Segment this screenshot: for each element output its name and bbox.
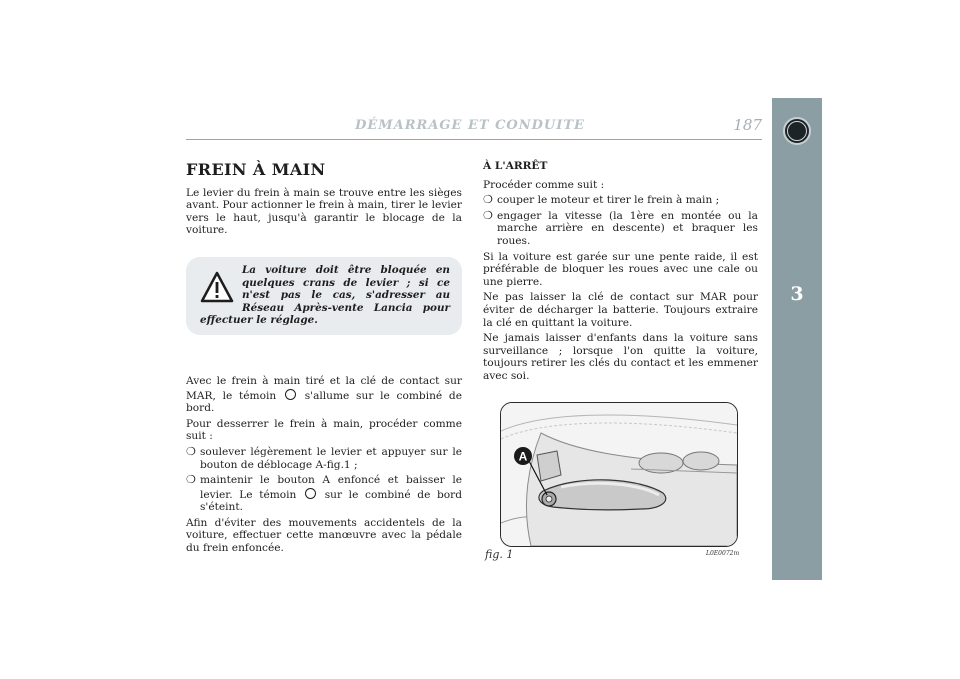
lancia-logo-icon <box>783 117 811 145</box>
list-item <box>483 210 758 248</box>
warning-text: La voiture doit être bloquée en quelques crans de levier ; si ce n'est pas le cas, s'adresser au Réseau Après-vente Lancia pour effectuer le réglage. <box>200 263 450 327</box>
list-item-text: couper le moteur et tirer le frein à main ; <box>497 194 720 207</box>
list-item <box>186 474 462 514</box>
paragraph-telltale-on-end: s'allume sur le combiné de bord. <box>186 389 462 415</box>
header-title: DÉMARRAGE ET CONDUITE <box>355 118 585 133</box>
paragraph-telltale-on <box>186 375 462 415</box>
list-item <box>483 194 758 207</box>
chapter-side-tab <box>772 98 822 580</box>
handbrake-illustration <box>501 403 737 546</box>
bullet-mark: ❍ <box>186 444 196 458</box>
list-item-text: soulever légèrement le levier et appuyer sur le bouton de déblocage A-fig.1 ; <box>200 445 462 471</box>
battery-paragraph: Ne pas laisser la clé de contact sur MAR pour éviter de décharger la batterie. Toujours extraire la clé en quittant la voiture. <box>483 291 758 329</box>
list-item-text <box>200 474 462 514</box>
page-number: 187 <box>733 116 762 134</box>
section-title: FREIN À MAIN <box>186 160 326 179</box>
bullet-mark: ❍ <box>186 473 196 487</box>
list-item <box>186 446 462 471</box>
left-column <box>186 160 462 558</box>
procedure-intro: Procéder comme suit : <box>483 178 605 191</box>
bullet-mark: ❍ <box>483 193 493 207</box>
paragraph-telltale-on-start: Avec le frein à main tiré et la clé de contact sur MAR, le témoin <box>186 374 462 402</box>
children-paragraph: Ne jamais laisser d'enfants dans la voiture sans surveillance ; lorsque l'on quitte la voiture, toujours retirer les clés du contact et les emmener avec soi. <box>483 332 758 382</box>
release-intro: Pour desserrer le frein à main, procéder comme suit : <box>186 417 462 443</box>
bullet-mark: ❍ <box>483 208 493 222</box>
figure-marker-label: A <box>518 449 528 464</box>
warning-triangle-icon <box>200 270 234 304</box>
chapter-number: 3 <box>790 283 804 305</box>
list-item-text-start: maintenir le bouton A enfoncé et baisser le levier. Le témoin <box>200 474 462 501</box>
subsection-title: À L'ARRÊT <box>483 160 548 172</box>
header-rule <box>186 139 762 140</box>
right-column <box>483 160 758 386</box>
warning-box <box>186 257 462 335</box>
list-item-text: engager la vitesse (la 1ère en montée ou la marche arrière en descente) et braquer les roues. <box>497 209 758 247</box>
slope-paragraph: Si la voiture est garée sur une pente raide, il est préférable de bloquer les roues avec une cale ou une pierre. <box>483 250 758 288</box>
handbrake-telltale-icon <box>285 389 296 400</box>
figure-caption: fig. 1 <box>485 548 514 561</box>
handbrake-telltale-icon <box>305 488 316 499</box>
safety-paragraph: Afin d'éviter des mouvements accidentels de la voiture, effectuer cette manœuvre avec la pédale du frein enfoncée. <box>186 516 462 555</box>
figure-code: L0E0072m <box>706 550 740 557</box>
handbrake-figure <box>500 402 738 547</box>
intro-paragraph: Le levier du frein à main se trouve entre les sièges avant. Pour actionner le frein à main, tirer le levier vers le haut, jusqu'à garantir le blocage de la voiture. <box>186 186 462 237</box>
list-item-text-end: sur le combiné de bord s'éteint. <box>200 488 462 514</box>
